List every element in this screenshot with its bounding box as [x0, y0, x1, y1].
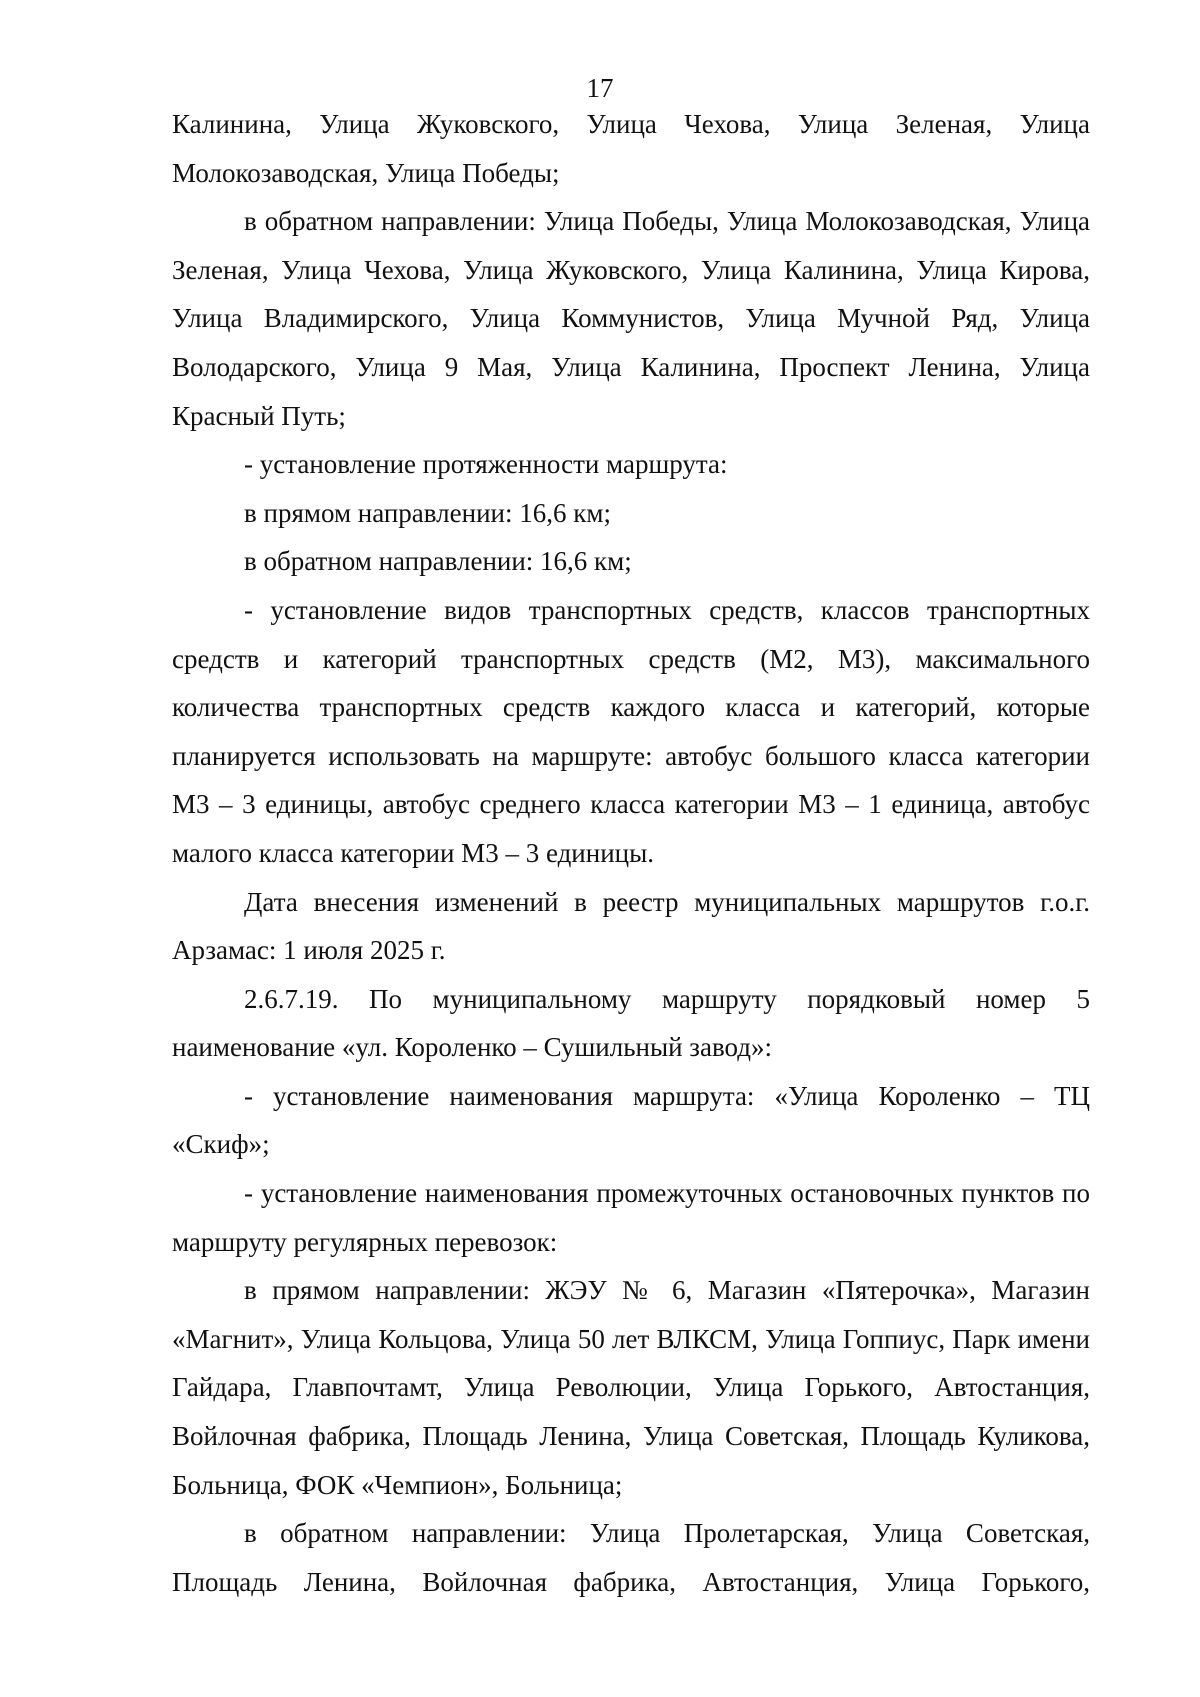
page-number: 17: [586, 73, 614, 103]
paragraph-reverse-direction-route: в обратном направлении: Улица Победы, Улица Молокозаводская, Улица Зеленая, Улица Чехова, Улица Жуковского, Улица Калинина, Улица Кирова, Улица Владимирского, Улица Коммунистов, Улица Мучной Ряд, Улица Володарского, Улица 9 Мая, Улица Калинина, Проспект Ленина, Улица Красный Путь;: [172, 206, 1090, 431]
paragraph-reverse-stops: в обратном направлении: Улица Пролетарская, Улица Советская, Площадь Ленина, Войлочная фабрика, Автостанция, Улица Горького,: [172, 1518, 1090, 1597]
paragraph-registry-date: Дата внесения изменений в реестр муниципальных маршрутов г.о.г. Арзамас: 1 июля 2025 г.: [172, 886, 1090, 966]
paragraph-route-5-heading: 2.6.7.19. По муниципальному маршруту порядковый номер 5 наименование «ул. Короленко – Сушильный завод»:: [172, 983, 1090, 1063]
document-body: [172, 100, 1090, 1606]
paragraph-stops-heading: - установление наименования промежуточных остановочных пунктов по маршруту регулярных перевозок:: [172, 1178, 1090, 1257]
paragraph-route-length-heading: - установление протяженности маршрута:: [244, 449, 728, 480]
paragraph-reverse-length: в обратном направлении: 16,6 км;: [244, 546, 632, 577]
paragraph-street-list-continuation: Калинина, Улица Жуковского, Улица Чехова, Улица Зеленая, Улица Молокозаводская, Улица Победы;: [172, 109, 1090, 188]
paragraph-route-name: - установление наименования маршрута: «Улица Короленко – ТЦ «Скиф»;: [172, 1080, 1090, 1160]
paragraph-vehicle-types: - установление видов транспортных средств, классов транспортных средств и категорий транспортных средств (М2, М3), максимального количества транспортных средств каждого класса и категорий, которые планируется использовать на маршруте: автобус большого класса категории М3 – 3 единицы, автобус среднего класса категории М3 – 1 единица, автобус малого класса категории М3 – 3 единицы.: [172, 594, 1090, 868]
paragraph-forward-stops: в прямом направлении: ЖЭУ № 6, Магазин «Пятерочка», Магазин «Магнит», Улица Кольцова, Улица 50 лет ВЛКСМ, Улица Гоппиус, Парк имени Гайдара, Главпочтамт, Улица Революции, Улица Горького, Автостанция, Войлочная фабрика, Площадь Ленина, Улица Советская, Площадь Куликова, Больница, ФОК «Чемпион», Больница;: [172, 1275, 1090, 1500]
paragraph-forward-length: в прямом направлении: 16,6 км;: [244, 497, 611, 528]
